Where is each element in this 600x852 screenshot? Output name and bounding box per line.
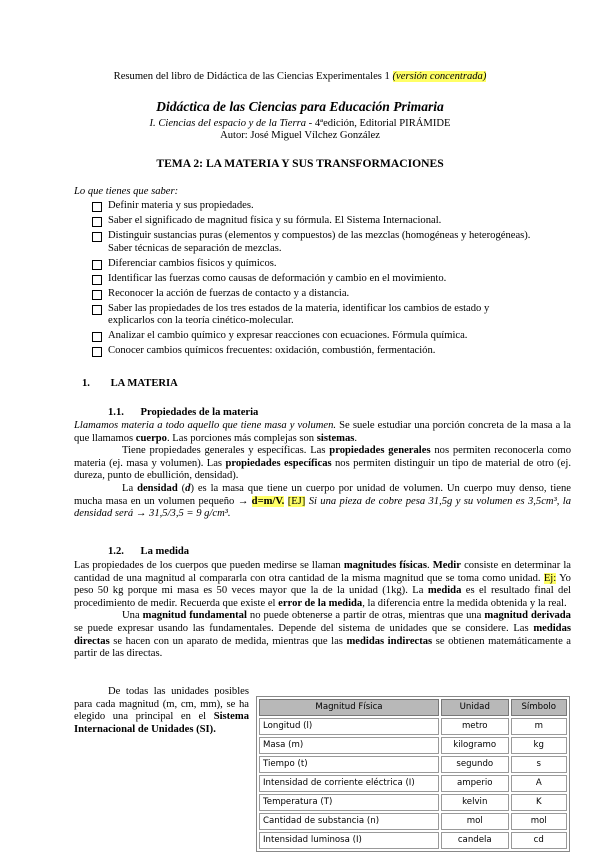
checkbox-icon [92, 275, 102, 285]
si-intro [74, 686, 249, 736]
table-cell: kg [511, 737, 567, 754]
subsection-title: Propiedades de la materia [140, 407, 259, 418]
paragraph: Las propiedades de los cuerpos que pueden medirse se llaman magnitudes físicas. Medir consiste en determinar la cantidad de una magnitud al compararla con otra cantidad de la misma magnitud que se toma como unidad. Ej: Yo peso 50 kg porque mi masa es 50 veces mayor que la de la unidad (1kg). La medida es el resultado final del procedimiento de medir. Recuerda que existe el error de la medida, la diferencia entre la medida obtenida y la real. [74, 560, 572, 609]
table-row [259, 775, 567, 792]
column-header: Unidad [441, 699, 509, 716]
table-cell: candela [441, 832, 509, 849]
si-units-table [256, 696, 570, 852]
book-subtitle [0, 118, 600, 131]
table-cell: amperio [441, 775, 509, 792]
book-author: Autor: José Miguel Vílchez González [220, 130, 380, 141]
subsection-heading [108, 546, 189, 559]
table-cell: segundo [441, 756, 509, 773]
paragraph: Llamamos materia a todo aquello que tiene masa y volumen. Se suele estudiar una porción concreta de la masa a la que llamamos cuerpo. Las porciones más complejas son sistemas. [74, 420, 571, 444]
column-header: Símbolo [511, 699, 567, 716]
table-cell: Intensidad de corriente eléctrica (I) [259, 775, 439, 792]
formula-highlight: d=m/V. [251, 495, 285, 507]
section-body [74, 560, 571, 661]
checklist-item: Saber las propiedades de los tres estados de la materia, identificar los cambios de estado y explicarlos con la teoría cinético-molecular. [92, 303, 532, 328]
subtitle-italic: I. Ciencias del espacio y de la Tierra [149, 118, 307, 129]
checkbox-icon [92, 290, 102, 300]
objectives-heading: Lo que tienes que saber: [74, 186, 179, 197]
checklist-item: Diferenciar cambios físicos y químicos. [92, 258, 532, 271]
chapter-title: TEMA 2: LA MATERIA Y SUS TRANSFORMACIONES [156, 157, 444, 170]
column-header: Magnitud Física [259, 699, 439, 716]
table-row [259, 737, 567, 754]
subsection-number: 1.1. [108, 407, 124, 418]
checklist-item: Definir materia y sus propiedades. [92, 200, 532, 213]
table-cell: A [511, 775, 567, 792]
table-cell: kilogramo [441, 737, 509, 754]
checkbox-icon [92, 260, 102, 270]
checkbox-icon [92, 332, 102, 342]
paragraph: De todas las unidades posibles para cada magnitud (m, cm, mm), se ha elegido una principal en el Sistema Internacional de Unidades (SI). [74, 686, 249, 735]
table-cell: Tiempo (t) [259, 756, 439, 773]
book-title: Didáctica de las Ciencias para Educación Primaria [156, 99, 444, 114]
table-cell: Temperatura (T) [259, 794, 439, 811]
table-cell: metro [441, 718, 509, 735]
paragraph: Una magnitud fundamental no puede obtenerse a partir de otras, mientras que una magnitud derivada se puede expresar usando las fundamentales. Depende del sistema de unidades que se considere. Las medidas directas se hacen con un aparato de medida, mientras que las medidas indirectas se obtienen matemáticamente a partir de las directas. [74, 610, 571, 660]
example-tag: Ej: [543, 572, 557, 584]
table-cell: Masa (m) [259, 737, 439, 754]
table-cell: K [511, 794, 567, 811]
paragraph: Tiene propiedades generales y específicas. Las propiedades generales nos permiten reconocerla como materia (ej. masa y volumen). Las propiedades específicas nos permiten distinguir un tipo de material de otro (ej. dureza, punto de ebullición, densidad). [74, 445, 571, 482]
checkbox-icon [92, 202, 102, 212]
table-cell: Longitud (l) [259, 718, 439, 735]
table-header-row [259, 699, 567, 716]
header-highlight: (versión concentrada) [392, 71, 487, 82]
subsection-title: La medida [140, 546, 190, 557]
section-heading [82, 378, 178, 391]
example-tag: [EJ] [287, 495, 306, 507]
section-title: LA MATERIA [110, 378, 178, 389]
checklist-item: Reconocer la acción de fuerzas de contacto y a distancia. [92, 288, 532, 301]
objectives-checklist [92, 200, 532, 360]
table-row [259, 756, 567, 773]
table-row [259, 832, 567, 849]
table-cell: mol [441, 813, 509, 830]
subsection-heading [108, 407, 258, 420]
table-cell: m [511, 718, 567, 735]
subtitle-rest: - 4ªedición, Editorial PIRÁMIDE [306, 118, 451, 129]
subsection-number: 1.2. [108, 546, 124, 557]
checklist-item: Identificar las fuerzas como causas de deformación y cambio en el movimiento. [92, 273, 532, 286]
table-cell: cd [511, 832, 567, 849]
table-cell: Cantidad de substancia (n) [259, 813, 439, 830]
checkbox-icon [92, 217, 102, 227]
table-cell: Intensidad luminosa (I) [259, 832, 439, 849]
checklist-item: Saber el significado de magnitud física y su fórmula. El Sistema Internacional. [92, 215, 532, 228]
table-cell: s [511, 756, 567, 773]
table-cell: mol [511, 813, 567, 830]
section-body [74, 420, 571, 521]
running-header [0, 71, 600, 84]
checklist-item: Distinguir sustancias puras (elementos y compuestos) de las mezclas (homogéneas y heterogéneas). Saber técnicas de separación de mezclas. [92, 230, 532, 255]
table-row [259, 813, 567, 830]
table-cell: kelvin [441, 794, 509, 811]
paragraph: La densidad (d) es la masa que tiene un cuerpo por unidad de volumen. Un cuerpo muy denso, tiene mucha masa en un volumen pequeño → d=m/V. [EJ] Si una pieza de cobre pesa 31,5g y su volumen es 3,5cm³, la densidad será → 31,5/3,5 = 9 g/cm³. [74, 482, 571, 520]
section-number: 1. [82, 378, 90, 389]
header-text: Resumen del libro de Didáctica de las Ciencias Experimentales 1 [113, 71, 390, 82]
checklist-item: Conocer cambios químicos frecuentes: oxidación, combustión, fermentación. [92, 345, 532, 358]
checkbox-icon [92, 232, 102, 242]
checkbox-icon [92, 347, 102, 357]
checklist-item: Analizar el cambio químico y expresar reacciones con ecuaciones. Fórmula química. [92, 330, 532, 343]
checkbox-icon [92, 305, 102, 315]
table-row [259, 794, 567, 811]
table-row [259, 718, 567, 735]
